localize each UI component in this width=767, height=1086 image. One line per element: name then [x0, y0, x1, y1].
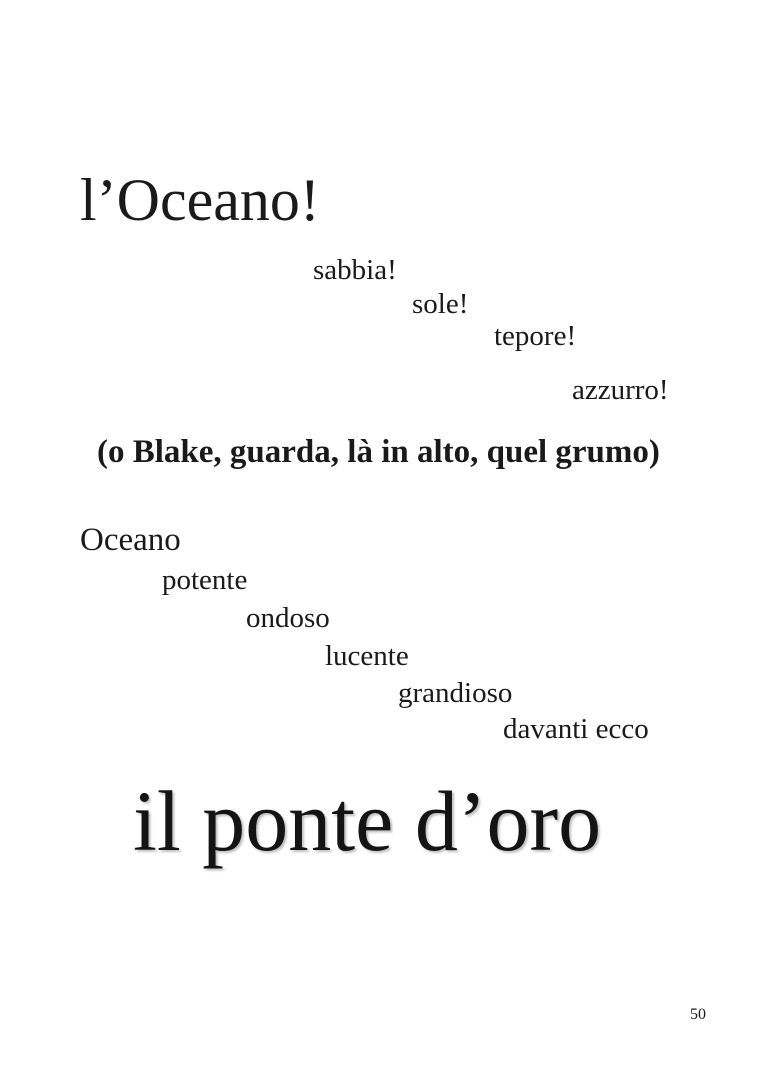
cascade-word-oceano: Oceano: [80, 522, 181, 558]
cascade-word-lucente: lucente: [325, 640, 409, 672]
cascade-word-potente: potente: [162, 564, 248, 596]
finale-line: il ponte d’oro: [133, 773, 602, 869]
cascade-word-davanti-ecco: davanti ecco: [503, 713, 649, 745]
exclamation-sabbia: sabbia!: [313, 254, 397, 286]
poem-title: l’Oceano!: [80, 167, 320, 233]
exclamation-tepore: tepore!: [494, 320, 577, 352]
cascade-word-ondoso: ondoso: [246, 602, 330, 634]
exclamation-sole: sole!: [412, 288, 469, 320]
cascade-word-grandioso: grandioso: [398, 677, 513, 709]
page-number: 50: [690, 1006, 706, 1023]
bold-aside-line: (o Blake, guarda, là in alto, quel grumo): [97, 434, 660, 470]
exclamation-azzurro: azzurro!: [572, 374, 669, 406]
